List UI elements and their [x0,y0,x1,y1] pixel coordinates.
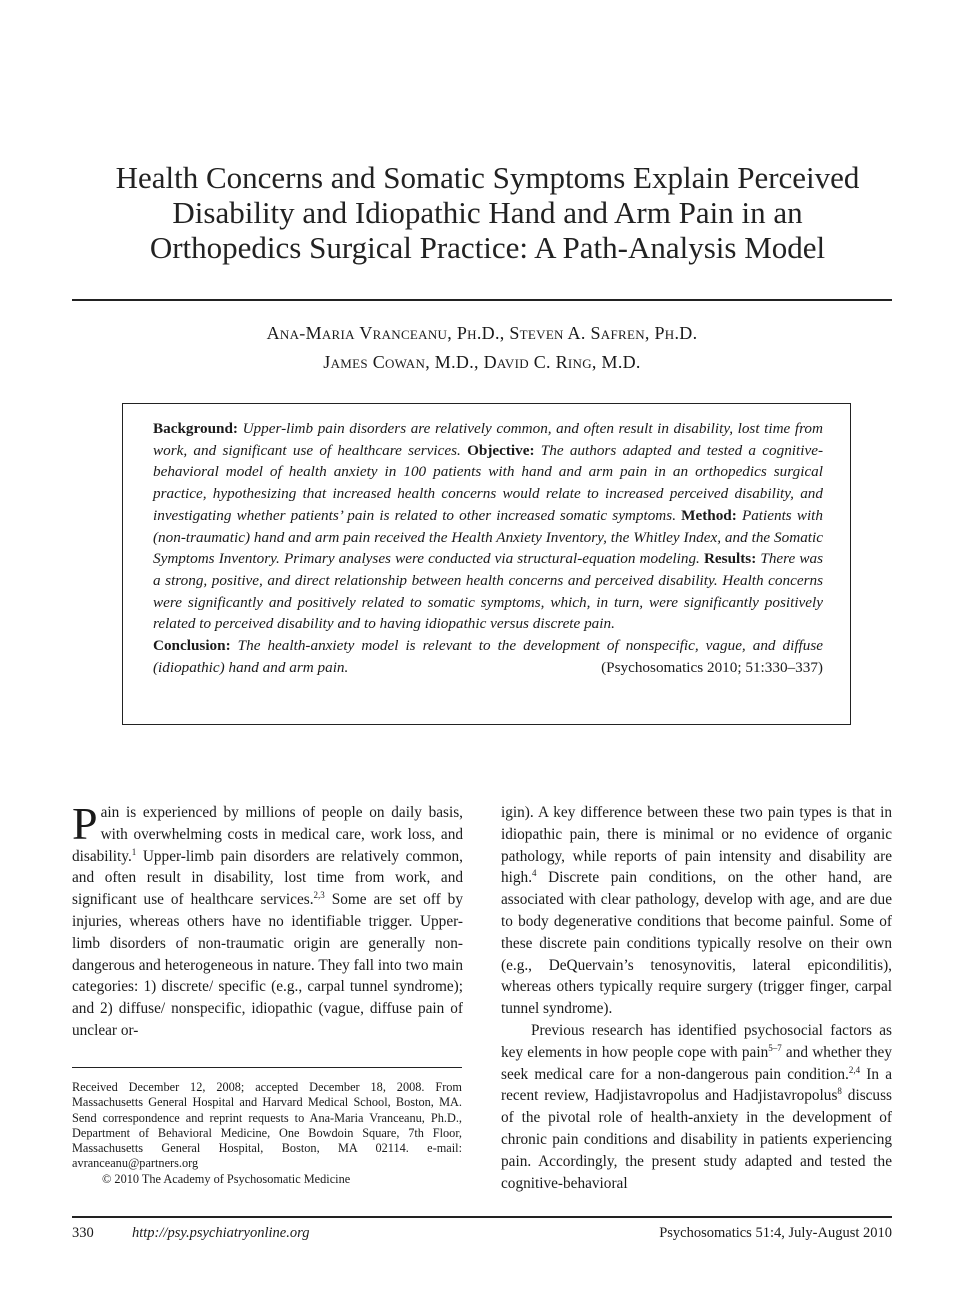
journal-issue: Psychosomatics 51:4, July-August 2010 [659,1225,892,1241]
body-column-left [72,798,463,1042]
footnote-text: Received December 12, 2008; accepted December 18, 2008. From Massachusetts General Hospital and Harvard Medical School, Boston, MA. Send correspondence and reprint requests to Ana-Maria Vranceanu, Ph.D., Department of Behavioral Medicine, One Bowdoin Square, 7th Floor, Massachusetts General Hospital, Boston, MA 02114. e-mail: avranceanu@partners.org [72,1080,462,1171]
reference-superscript[interactable]: 4 [532,868,537,879]
objective-label: Objective: [467,441,535,459]
drop-cap: P [72,798,98,849]
reference-superscript[interactable]: 1 [131,846,137,857]
journal-website-link[interactable]: http://psy.psychiatryonline.org [132,1225,310,1241]
title-line-1: Health Concerns and Somatic Symptoms Explain Perceived [115,160,860,195]
background-text: Upper-limb pain disorders are relatively common, and often result in disability, lost time from work, and significant use of healthcare services. [153,420,823,459]
abstract-text [153,418,823,678]
body-text: discuss of the pivotal role of health-anxiety in the development of chronic pain conditions and disability in patients experiencing pain. Accordingly, the present study adapted and tested the cognitive-behavioral [501,1087,892,1192]
page-number: 330 [72,1225,94,1241]
objective-text: The authors adapted and tested a cognitive-behavioral model of health anxiety in 100 patients with hand and arm pain in an orthopedics surgical practice, hypothesizing that increased health concerns would relate to increased perceived disability, and investigating whether patients’ pain is related to other increased somatic symptoms. [153,441,824,524]
reference-superscript[interactable]: 8 [837,1086,842,1097]
abstract-box [122,403,851,725]
author-list [72,319,892,377]
title-line-2: Disability and Idiopathic Hand and Arm Pain in an [172,195,803,230]
title-divider [72,299,892,301]
body-text: igin). A key difference between these two pain types is that in idiopathic pain, there is minimal or no evidence of organic pathology, while reports of pain intensity and disability are high. [501,804,892,887]
copyright-notice: © 2010 The Academy of Psychosomatic Medicine [102,1171,351,1186]
background-label: Background: [153,420,238,437]
authors-line-2: James Cowan, M.D., David C. Ring, M.D. [323,352,641,372]
method-text: Patients with (non-traumatic) hand and arm pain received the Health Anxiety Inventory, the Whitley Index, and the Somatic Symptoms Inventory. Primary analyses were conducted via structural-equation modeling. [153,506,823,568]
body-text: Some are set off by injuries, whereas others have no identifiable trigger. Upper-limb disorders of non-traumatic origin are generally non-dangerous and heterogeneous in nature. They fall into two main categories: 1) discrete/ specific (e.g., carpal tunnel syndrome); and 2) diffuse/ nonspecific, idiopathic (vague, diffuse pain of unclear or- [72,891,463,1039]
results-text: There was a strong, positive, and direct relationship between health concerns and perceived disability. Health concerns were significantly and positively related to somatic symptoms, which, in turn, were significantly positively related to perceived disability and to having idiopathic versus discrete pain. [153,550,823,633]
body-text: Previous research has identified psychosocial factors as key elements in how people cope with pain [501,1021,892,1061]
abstract-citation: (Psychosomatics 2010; 51:330–337) [601,658,823,676]
continued-paragraph [501,802,892,1020]
body-text: ain is experienced by millions of people on daily basis, with overwhelming costs in medical care, work loss, and disability. [72,804,463,865]
body-text: In a recent review, Hadjistavropolus and Hadjistavropolus [501,1065,892,1105]
conclusion-text: The health-anxiety model is relevant to the development of nonspecific, vague, and diffuse (idiopathic) hand and arm pain. [153,637,824,676]
footnote-divider [72,1067,462,1068]
intro-paragraph [72,798,463,1042]
footer-divider [72,1216,892,1218]
body-column-right [501,802,892,1194]
body-text: and whether they seek medical care for a non-dangerous pain condition. [501,1043,892,1083]
article-title [60,160,915,265]
reference-superscript[interactable]: 2,3 [313,890,325,901]
second-paragraph [501,1020,892,1194]
title-line-3: Orthopedics Surgical Practice: A Path-Analysis Model [149,230,826,265]
footnote [72,1080,462,1187]
results-label: Results: [703,550,757,568]
body-text: Discrete pain conditions, on the other hand, are associated with clear pathology, develop with age, and are due to body degenerative conditions that become painful. Some of these discrete pain conditions typically resolve on their own (e.g., DeQuervain’s tenosynovitis, lateral epicondilitis), whereas others typically require surgery (trigger finger, carpal tunnel syndrome). [501,869,892,1018]
conclusion-label: Conclusion: [153,637,231,655]
reference-superscript[interactable]: 5–7 [768,1042,782,1053]
method-label: Method: [681,506,737,524]
authors-line-1: Ana-Maria Vranceanu, Ph.D., Steven A. Safren, Ph.D. [266,323,698,343]
reference-superscript[interactable]: 2,4 [848,1064,861,1075]
body-text: Upper-limb pain disorders are relatively common, and often result in disability, lost time from work, and significant use of healthcare services. [72,847,463,909]
